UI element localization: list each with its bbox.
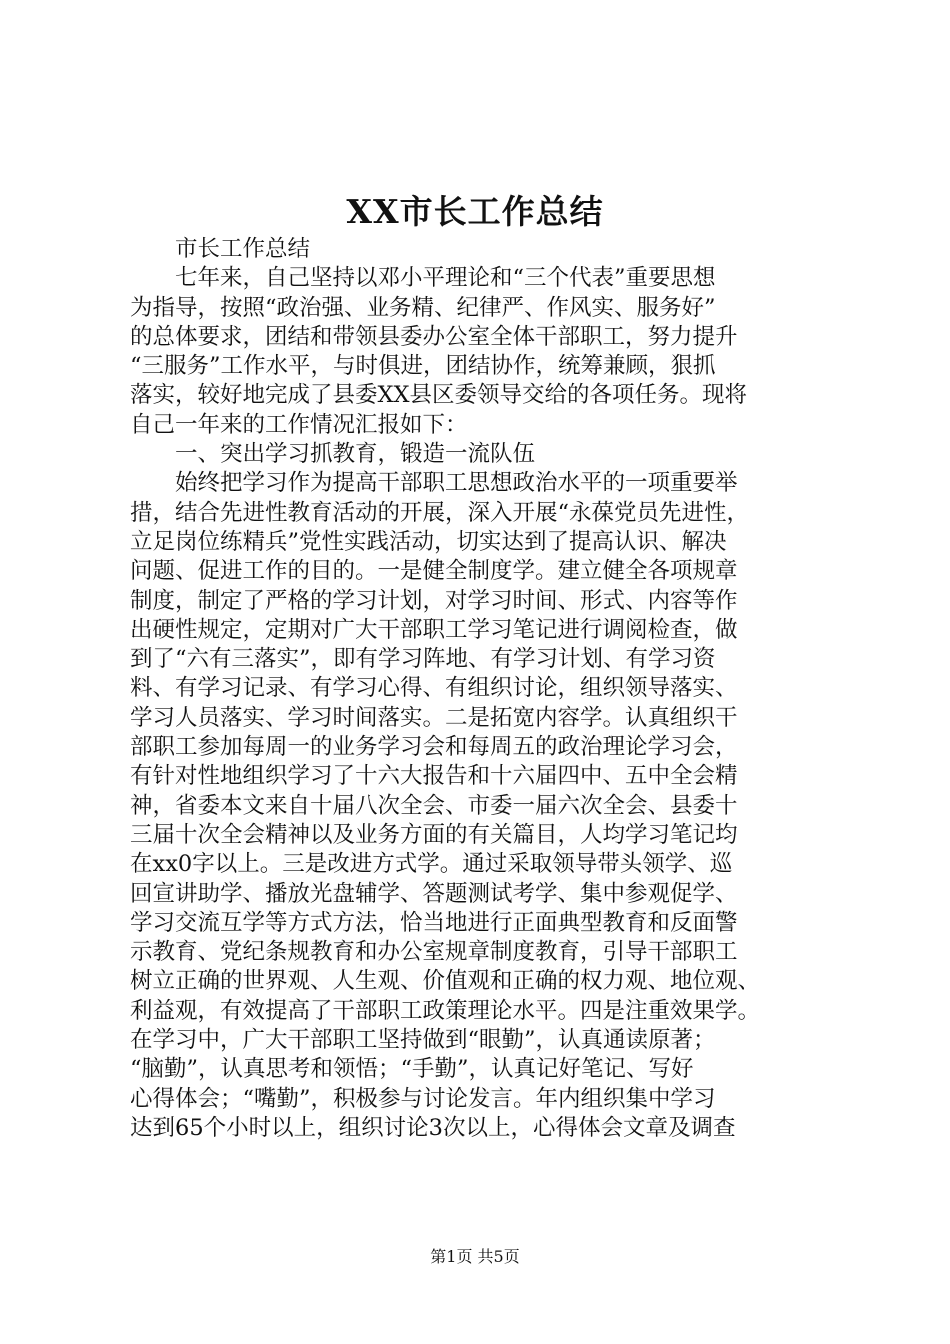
- text-line: 神，省委本文来自十届八次全会、市委一届六次全会、县委十: [130, 792, 738, 819]
- text-line: 三届十次全会精神以及业务方面的有关篇目，人均学习笔记均: [130, 821, 738, 848]
- text-line: 学习人员落实、学习时间落实。二是拓宽内容学。认真组织干: [130, 704, 738, 731]
- text-line: 制度，制定了严格的学习计划，对学习时间、形式、内容等作: [130, 587, 738, 614]
- text-line: “脑勤”，认真思考和领悟；“手勤”，认真记好笔记、写好: [130, 1056, 694, 1083]
- text-line: 心得体会；“嘴勤”，积极参与讨论发言。年内组织集中学习: [130, 1085, 716, 1112]
- text-line: 始终把学习作为提高干部职工思想政治水平的一项重要举: [130, 470, 738, 497]
- text-line: 立足岗位练精兵”党性实践活动，切实达到了提高认识、解决: [130, 528, 727, 555]
- text-line: 措，结合先进性教育活动的开展，深入开展“永葆党员先进性，: [130, 499, 750, 526]
- text-line: 出硬性规定，定期对广大干部职工学习笔记进行调阅检查，做: [130, 616, 738, 643]
- text-line: 七年来，自己坚持以邓小平理论和“三个代表”重要思想: [130, 265, 716, 292]
- text-line: 料、有学习记录、有学习心得、有组织讨论，组织领导落实、: [130, 675, 738, 702]
- text-line: 到了“六有三落实”，即有学习阵地、有学习计划、有学习资: [130, 646, 716, 673]
- text-line: 利益观，有效提高了干部职工政策理论水平。四是注重效果学。: [130, 997, 761, 1024]
- text-line: 市长工作总结: [130, 236, 311, 262]
- text-line: 一、突出学习抓教育，锻造一流队伍: [130, 441, 536, 468]
- text-line: “三服务”工作水平，与时俱进，团结协作，统筹兼顾，狠抓: [130, 353, 716, 380]
- text-line: 有针对性地组织学习了十六大报告和十六届四中、五中全会精: [130, 763, 738, 790]
- text-line: 示教育、党纪条规教育和办公室规章制度教育，引导干部职工: [130, 939, 738, 966]
- text-line: 部职工参加每周一的业务学习会和每周五的政治理论学习会，: [130, 734, 738, 761]
- text-line: 回宣讲助学、播放光盘辅学、答题测试考学、集中参观促学、: [130, 880, 738, 907]
- text-line: 在学习中，广大干部职工坚持做到“眼勤”，认真通读原著；: [130, 1027, 716, 1054]
- page-footer: 第1页 共5页: [430, 1247, 520, 1266]
- document-body: [130, 235, 830, 1143]
- text-line: 学习交流互学等方式方法，恰当地进行正面典型教育和反面警: [130, 909, 738, 936]
- text-line: 达到65个小时以上，组织讨论3次以上，心得体会文章及调查: [130, 1114, 736, 1141]
- text-line: 自己一年来的工作情况汇报如下：: [130, 411, 468, 438]
- text-line: 为指导，按照“政治强、业务精、纪律严、作风实、服务好”: [130, 294, 716, 321]
- text-line: 在xx0字以上。三是改进方式学。通过采取领导带头领学、巡: [130, 851, 733, 878]
- text-line: 问题、促进工作的目的。一是健全制度学。建立健全各项规章: [130, 558, 738, 585]
- text-line: 落实，较好地完成了县委XX县区委领导交给的各项任务。现将: [130, 382, 748, 409]
- text-line: 树立正确的世界观、人生观、价值观和正确的权力观、地位观、: [130, 968, 761, 995]
- document-title: XX市长工作总结: [346, 192, 604, 231]
- text-line: 的总体要求，团结和带领县委办公室全体干部职工，努力提升: [130, 323, 738, 350]
